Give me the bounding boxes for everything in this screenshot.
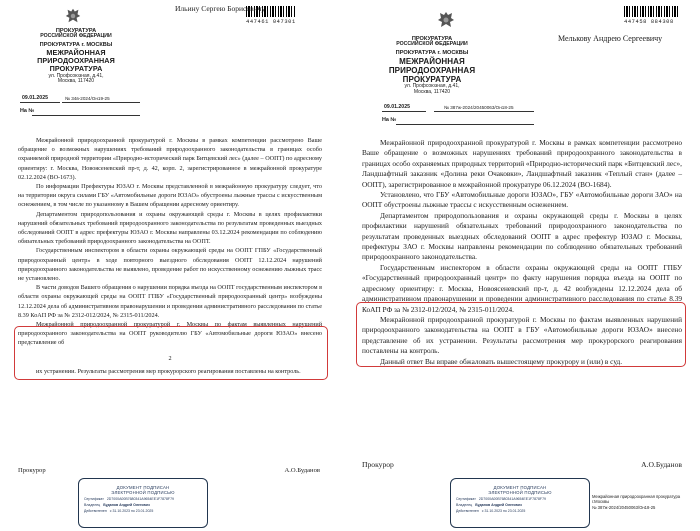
reference-label: На № <box>382 117 397 123</box>
footer-line-2: г.Москвы <box>592 499 610 505</box>
coat-of-arms-icon <box>436 10 456 30</box>
recipient: Мелькову Андрею Сергеевичу <box>558 34 663 43</box>
registration-footer <box>592 494 698 510</box>
signature-title: Прокурор <box>18 467 46 474</box>
signature-name: А.О.Буданов <box>641 460 682 469</box>
org-header <box>30 28 122 85</box>
highlight-box <box>14 326 328 380</box>
org-line-2: РОССИЙСКОЙ ФЕДЕРАЦИИ <box>40 33 112 40</box>
org-name-1: МЕЖРАЙОННАЯ <box>399 56 465 66</box>
coat-of-arms-icon <box>64 7 82 25</box>
org-name-1: МЕЖРАЙОННАЯ <box>46 47 106 57</box>
footer-line-3: № 387ж-2024/20450063/Он18-25 <box>592 504 656 510</box>
page-number: 2 <box>168 354 172 362</box>
barcode <box>624 6 680 17</box>
letter-date: 09.01.2025 <box>384 104 410 110</box>
org-address-1: ул. Профсоюзная, д.41, <box>48 72 104 79</box>
paragraph: Установлено, что ГБУ «Автомобильные дороги ЮЗАО», ГБУ «Автомобильные дороги ЗАО» на ООПТ обустроены лыжные трассы с искусственным оснежением. <box>362 190 682 210</box>
stamp-line-2: ЭЛЕКТРОННОЙ ПОДПИСЬЮ <box>488 490 552 495</box>
paragraph: По информации Префектуры ЮЗАО г. Москвы представленной в межрайонную прокуратуру следует, что на территории округа силами ГБУ «Автомобильные дороги ЮЗАО» обустроены лыжные трассы с искусственным оснежением, в том числе по указанному в Вашем обращении адресному ориентиру. <box>18 183 322 209</box>
paragraph: Межрайонной природоохранной прокуратурой г. Москвы в рамках компетенции рассмотрено Ваше обращение о возможных нарушениях требований природоохранного законодательства в границах особо охраняемых природных территорий «Природно-исторический парк «Битцевский лес», Ландшафтный заказник «Долина реки Очаковки», Ландшафтный заказник «Теплый стан» (далее – ООПТ), зарегистрированное в межрайонной прокуратуре 06.12.2024 (ВО-1684). <box>362 138 682 189</box>
stamp-validity: Действителен с 31.10.2023 по 23.01.2025 <box>84 509 154 513</box>
stamp-owner: Владелец Буданов Андрей Олегович <box>84 503 150 507</box>
org-line-2: РОССИЙСКОЙ ФЕДЕРАЦИИ <box>396 41 468 48</box>
signature-name: А.О.Буданов <box>284 467 320 474</box>
paragraph: Межрайонной природоохранной прокуратурой г. Москвы по фактам выявленных нарушений природоохранного законодательства на ООПТ руководителю ГБУ «Автомобильные дороги ЮЗАО» внесено представление об <box>18 321 322 347</box>
org-line-1: ПРОКУРАТУРА <box>55 28 97 34</box>
org-name-2: ПРИРОДООХРАННАЯ ПРОКУРАТУРА <box>37 56 115 74</box>
stamp-certificate: Сертификат 2D7000A00B7680341A9654ЕЕ1F7878F79 <box>84 497 174 501</box>
stamp-validity: Действителен с 31.10.2023 по 23.01.2025 <box>456 509 526 513</box>
paragraph: Межрайонной природоохранной прокуратурой г. Москвы в рамках компетенции рассмотрено Ваше обращение о возможных нарушениях требований природоохранного законодательства в границах особо охраняемой природной территории «Природно-исторический парк Битцевский лес» (далее – ООПТ) по адресному ориентиру: г. Москва, Новоясеневский пр-т, д. 42, корп. 2, зарегистрированное в межрайонной прокуратуре 02.12.2024 (ВО-1673). <box>18 137 322 181</box>
org-address-2: Москва, 117420 <box>57 78 95 85</box>
org-line-3: ПРОКУРАТУРА г. МОСКВЫ <box>39 42 113 49</box>
letter-number: № 387ж-2024/20450063/Он18-25 <box>444 105 514 110</box>
paragraph: их устранении. Результаты рассмотрения мер прокурорского реагирования поставлены на контроль. <box>36 367 301 375</box>
right-letter <box>346 0 700 531</box>
barcode-number: 447458 884308 <box>624 19 674 25</box>
stamp-owner: Владелец Буданов Андрей Олегович <box>456 503 522 507</box>
paragraph: Данный ответ Вы вправе обжаловать вышестоящему прокурору и (или) в суд. <box>380 356 623 366</box>
signature-row <box>18 467 320 474</box>
paragraph: Департаментом природопользования и охраны окружающей среды г. Москвы в целях профилактики нарушений обязательных требований природоохранного законодательства по результатам проведенных выездных обследований ООПТ в адрес префектуры ЮЗАО г. Москвы направлены 03.12.2024 рекомендации по соблюдению обязательных требований природоохранного законодательства на ООПТ. <box>18 210 322 246</box>
org-name-2: ПРИРОДООХРАННАЯ ПРОКУРАТУРА <box>388 66 476 85</box>
letter-number: № 34в-2024/Он19-25 <box>65 96 110 101</box>
stamp-line-1: ДОКУМЕНТ ПОДПИСАН <box>116 485 170 490</box>
paragraph: Государственным инспектором в области охраны окружающей среды на ООПТ ГПБУ «Государственный природоохранный центр» по факту нарушения порядка въезда на ООПТ по адресному ориентиру: г. Москва, Новоясеневский пр-т, д. 42 возбуждены 12.12.2024 дела об административном правонарушении и проведении административного расследования по статье 8.39 КоАП РФ за № 2312-012/2024, № 2315-011/2024. <box>362 262 682 314</box>
e-signature-stamp <box>450 478 590 528</box>
left-letter <box>0 0 340 531</box>
barcode-number: 447461 047301 <box>246 19 296 25</box>
stamp-line-2: ЭЛЕКТРОННОЙ ПОДПИСЬЮ <box>111 490 175 495</box>
org-line-1: ПРОКУРАТУРА <box>411 36 453 42</box>
paragraph: В части доводов Вашего обращения о нарушении порядка въезда на ООПТ государственным инспектором в области охраны окружающей среды на ООПТ ГПБУ «Государственный природоохранный центр» возбуждены 12.12.2024 дела об административном правонарушении и проведении административного расследования по статье 8.39 КоАП РФ за № 2312-012/2024, № 2315-011/2024. <box>18 284 322 319</box>
paragraph: Межрайонной природоохранной прокуратурой г. Москвы по фактам выявленных нарушений природоохранного законодательства на ООПТ в ГБУ «Автомобильные дороги ЮЗАО» внесено представление об их устранении. Результаты рассмотрения мер прокурорского реагирования поставлены на контроль. <box>362 314 682 356</box>
footer-line-1: Межрайонная природоохранная прокуратура <box>592 494 681 499</box>
stamp-certificate: Сертификат 2D7000A00B7680341A9654ЕЕ1F7878F79 <box>456 497 546 501</box>
e-signature-stamp <box>78 478 208 528</box>
paragraph: Департаментом природопользования и охраны окружающей среды г. Москвы в целях профилактики нарушений обязательных требований природоохранного законодательства по результатам проведенных выездных обследований ООПТ в адрес префектур ЮЗАО г. Москвы, префектуры ЗАО г. Москвы направлены рекомендации по соблюдению обязательных требований природоохранного законодательства. <box>362 210 682 262</box>
org-line-3: ПРОКУРАТУРА г. МОСКВЫ <box>395 50 469 57</box>
signature-row <box>362 460 682 469</box>
reference-label: На № <box>20 108 35 114</box>
org-address-2: Москва, 117420 <box>413 89 451 96</box>
recipient: Ильину Сергею Борисовичу <box>175 4 266 13</box>
stamp-line-1: ДОКУМЕНТ ПОДПИСАН <box>493 485 547 490</box>
paragraph: Государственным инспектором в области охраны окружающей среды на ООПТ ГПБУ «Государственный природоохранный центр» в ходе повторного выездного обследования ООПТ 12.12.2024 нарушений природоохранного законодательства не выявлено, проведение работ по искусственному оснежению лыжных трасс не установлено. <box>18 247 322 283</box>
org-address-1: ул. Профсоюзная, д.41, <box>404 83 460 90</box>
highlight-box <box>356 302 686 367</box>
signature-title: Прокурор <box>362 460 394 469</box>
org-header <box>376 36 488 96</box>
letter-date: 09.01.2025 <box>22 95 48 101</box>
